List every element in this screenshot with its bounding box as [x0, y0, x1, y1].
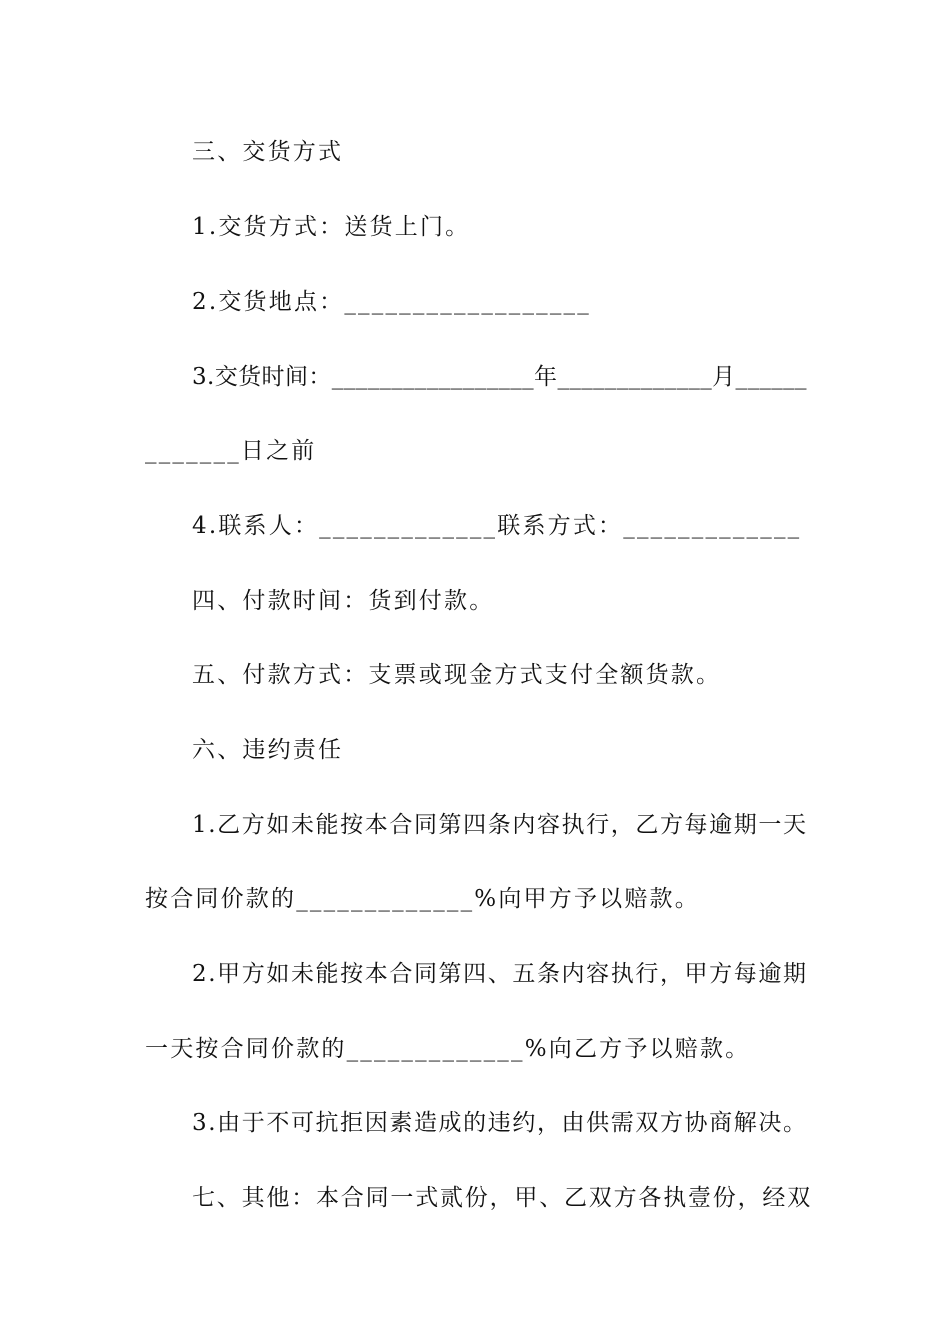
- contact-line: 4.联系人：_____________联系方式：_____________: [192, 513, 802, 539]
- delivery-method: 1.交货方式：送货上门。: [192, 214, 471, 240]
- delivery-place: 2.交货地点：__________________: [192, 289, 591, 315]
- breach-clause-2-line-2: 一天按合同价款的_____________%向乙方予以赔款。: [145, 1036, 751, 1062]
- breach-clause-1-line-1: 1.乙方如未能按本合同第四条内容执行，乙方每逾期一天: [192, 812, 808, 838]
- delivery-time-line-1: 3.交货时间：_________________年_____________月______: [192, 364, 807, 390]
- breach-clause-3: 3.由于不可抗拒因素造成的违约，由供需双方协商解决。: [192, 1110, 808, 1136]
- delivery-time-line-2: _______日之前: [145, 438, 317, 464]
- section-6-heading: 六、违约责任: [192, 737, 344, 763]
- breach-clause-2-line-1: 2.甲方如未能按本合同第四、五条内容执行，甲方每逾期: [192, 961, 808, 987]
- section-3-heading: 三、交货方式: [192, 139, 344, 165]
- section-4-payment-time: 四、付款时间：货到付款。: [192, 588, 495, 614]
- breach-clause-1-line-2: 按合同价款的_____________%向甲方予以赔款。: [145, 886, 700, 912]
- section-5-payment-method: 五、付款方式：支票或现金方式支付全额货款。: [192, 662, 722, 688]
- section-7-other: 七、其他：本合同一式贰份，甲、乙双方各执壹份，经双: [192, 1185, 812, 1211]
